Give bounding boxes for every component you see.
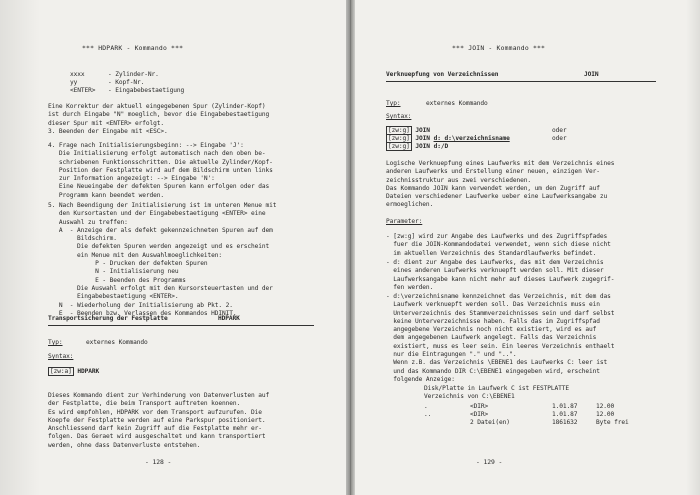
field-key: xxxx	[70, 71, 85, 78]
listing-date: 1.01.87	[552, 411, 578, 418]
hdpark-description: Dieses Kommando dient zur Verhinderung von Datenverlusten auf der Festplatte, die beim Transport auftreten koennen. Es wird empfohlen, HDPARK vor dem Transport aufzurufen. Die Koepfe der Festplatte werden auf eine Parkspur positioniert. Anschliessend darf kein Zugriff auf die Festplatte mehr er- folgen. Das Geraet wird ausgeschaltet und kann transportiert werden, ohne dass Datenverluste entstehen.	[48, 392, 270, 449]
page-shadow	[0, 0, 40, 495]
typ-label: Typ:	[48, 339, 63, 346]
syntax-label: Syntax:	[386, 113, 412, 120]
section-command: JOIN	[584, 71, 599, 78]
listing-time: Byte frei	[596, 419, 629, 426]
listing-type: 2 Datei(en)	[470, 419, 510, 426]
drive-spec: [zw:g]	[388, 135, 410, 142]
listing-date: 1861632	[552, 419, 578, 426]
listing-name: ..	[424, 411, 432, 418]
section-title: Verknuepfung von Verzeichnissen	[386, 71, 499, 78]
parameter-label: Parameter:	[386, 218, 423, 225]
drive-spec: [zw:g]	[388, 143, 410, 150]
listing-time: 12.00	[596, 403, 615, 410]
step-5: 5. Nach Beendigung der Initialisierung ist im unteren Menue mit den Kursortasten und der Eingabebestaetigung <ENTER> eine Auswahl zu treffen: A - Anzeige der als defekt gekennzeichneten Spuren auf dem Bildschirm. Die defekten Spuren werden angezeigt und es erscheint ein Menue mit den Auswahlmoeglichkeiten: P - Drucken der defekten Spuren N - Initialisierung neu E - Beenden des Programms Die Auswahl erfolgt mit den Kursorsteuertasten und der Eingabebestaetigung <ENTER>. N - Wiederholung der Initialisierung ab Pkt. 2. E - Beenden bzw. Verlassen des Kommandos HDINIT.	[48, 202, 277, 317]
command-name: HDPARK	[77, 368, 100, 375]
syntax-or: oder	[552, 127, 567, 134]
field-desc: - Kopf-Nr.	[108, 79, 145, 86]
join-intro: Logische Verknuepfung eines Laufwerks mit dem Verzeichnis eines anderen Laufwerks und Erstellung einer neuen, einzigen Ver- zeichnisstruktur aus zwei verschiedenen. Das Kommando JOIN kann verwendet werden, um den Zugriff auf Dateien verschiedener Laufwerke ueber eine Laufwerksangabe zu ermoeglichen.	[386, 160, 615, 209]
step-3: 3. Beenden der Eingabe mit <ESC>.	[48, 128, 168, 135]
page-number: - 128 -	[145, 458, 172, 466]
section-title: Transportsicherung der Festplatte	[48, 315, 168, 322]
page-shadow	[686, 0, 700, 495]
field-desc: - Zylinder-Nr.	[108, 71, 159, 78]
left-page	[0, 0, 349, 495]
listing-type: <DIR>	[470, 411, 489, 418]
page-header: *** JOIN - Kommando ***	[452, 44, 546, 52]
field-key: <ENTER>	[70, 87, 96, 94]
syntax-args: d:/D	[433, 143, 449, 150]
parameter-directory: - d:\verzeichnisname kennzeichnet das Verzeichnis, mit dem das Laufwerk verknuepft werden soll. Das Verzeichnis muss ein Unterverzeichnis des Stammverzeichnisses sein und darf selbst keine Unterverzeichnisse haben. Falls das im Zugriffspfad angegebene Verzeichnis noch nicht existiert, wird es auf dem angegebenen Laufwerk angelegt. Falls das Verzeichnis existiert, muss es leer sein. Ein leeres Verzeichnis enthaelt nur die Eintragungen "." und "..". Wenn z.B. das Verzeichnis \EBENE1 des Laufwerks C: leer ist und das Kommando DIR C:\EBENE1 eingegeben wird, erscheint folgende Anzeige:	[386, 293, 615, 383]
page-number: - 129 -	[476, 458, 503, 466]
field-desc: - Eingabebestaetigung	[108, 87, 185, 94]
parameter-drive: - [zw:g] wird zur Angabe des Laufwerks und des Zugriffspfades fuer die JOIN-Kommandodatei verwendet, wenn sich diese nicht im aktuellen Verzeichnis des Standardlaufwerks befindet.	[386, 233, 611, 257]
syntax-or: oder	[552, 135, 567, 142]
listing-name: .	[424, 403, 428, 410]
listing-type: <DIR>	[470, 403, 489, 410]
step-4: 4. Frage nach Initialisierungsbeginn: --> Eingabe 'J': Die Initialisierung erfolgt automatisch nach den oben be- schriebenen Funktionsschritten. Die aktuelle Zylinder/Kopf- Position der Festplatte wird auf dem Bildschirm unten links zur Information angezeigt: --> Eingabe 'N': Eine Neueingabe der defekten Spuren kann erfolgen oder das Programm kann beendet werden.	[48, 142, 273, 199]
page-header: *** HDPARK - Kommando ***	[82, 44, 184, 52]
command-name: JOIN	[415, 127, 430, 134]
syntax-label: Syntax:	[48, 353, 74, 360]
section-rule	[386, 81, 656, 82]
listing-time: 12.00	[596, 411, 615, 418]
typ-value: externes Kommando	[86, 339, 148, 346]
syntax-line	[48, 368, 99, 376]
command-name: JOIN	[415, 135, 430, 142]
listing-date: 1.01.87	[552, 403, 578, 410]
correction-paragraph: Eine Korrektur der aktuell eingegebenen Spur (Zylinder-Kopf) ist durch Eingabe "N" moeglich, bevor die Eingabebestaetigung dieser Spur mit <ENTER> erfolgt.	[48, 103, 270, 127]
field-key: yy	[70, 79, 78, 86]
typ-label: Typ:	[386, 100, 401, 107]
drive-spec: [zw:a]	[50, 368, 72, 375]
right-page	[352, 0, 700, 495]
section-command: HDPARK	[218, 315, 240, 322]
section-rule	[48, 325, 314, 326]
listing-title: Disk/Platte in Laufwerk C ist FESTPLATTE Verzeichnis von C:\EBENE1	[424, 385, 570, 401]
book-gutter	[346, 0, 355, 495]
command-name: JOIN	[415, 143, 430, 150]
typ-value: externes Kommando	[426, 100, 488, 107]
syntax-args: d: d:\verzeichnisname	[433, 135, 510, 142]
syntax-line	[386, 143, 448, 151]
parameter-d: - d: dient zur Angabe des Laufwerks, das mit dem Verzeichnis eines anderen Laufwerks verknuepft werden soll. Mit dieser Laufwerksangabe kann nicht mehr auf dieses Laufwerk zugegrif- fen werden.	[386, 259, 615, 291]
drive-spec: [zw:g]	[388, 127, 410, 134]
